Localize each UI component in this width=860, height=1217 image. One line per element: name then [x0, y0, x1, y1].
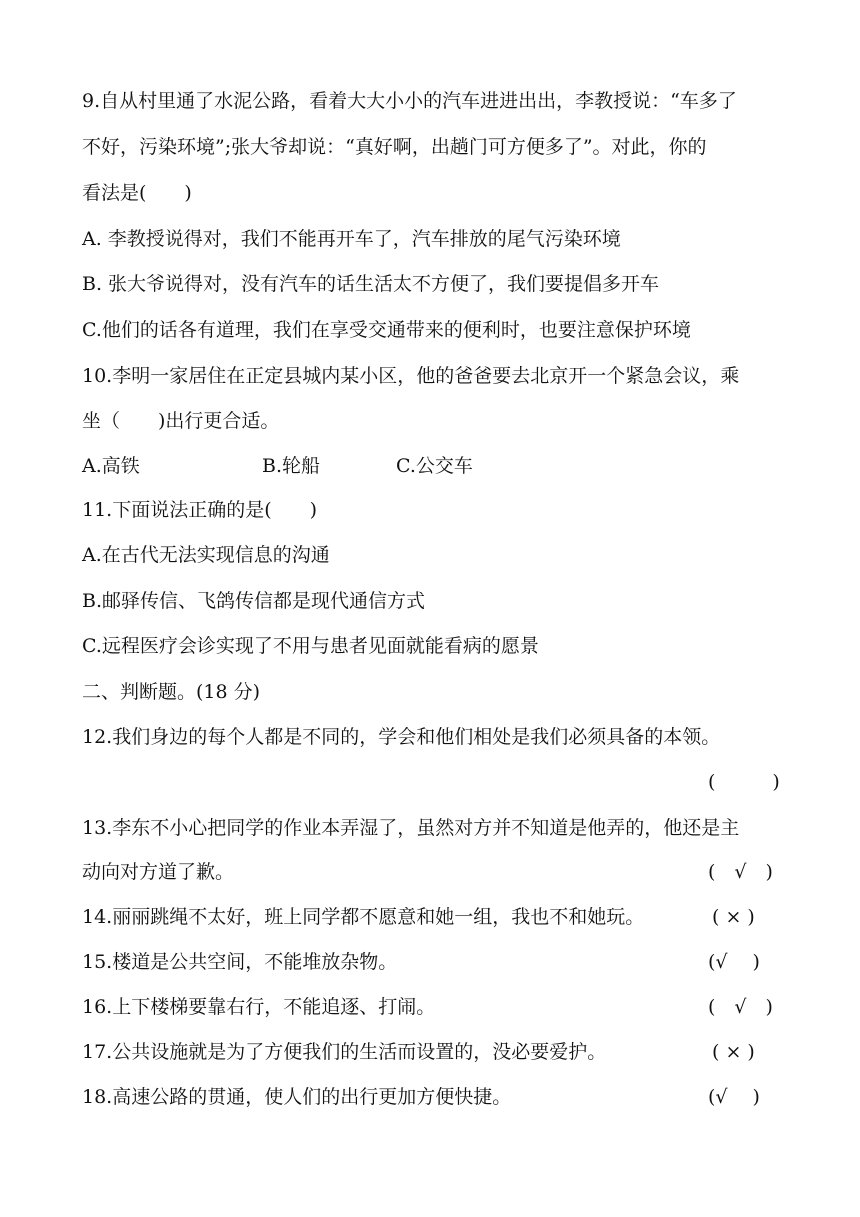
q10-stem-line2: 坐（ )出行更合适。	[82, 410, 280, 432]
q11-stem: 11.下面说法正确的是( )	[82, 499, 318, 521]
q18-answer-bracket: (√ )	[708, 1086, 760, 1108]
q13-text-line2: 动向对方道了歉。	[82, 861, 235, 883]
q9-option-b: B. 张大爷说得对，没有汽车的话生活太不方便了，我们要提倡多开车	[82, 273, 660, 295]
q13-answer-bracket: ( √ )	[708, 861, 773, 883]
q11-option-a: A.在古代无法实现信息的沟通	[82, 544, 330, 566]
q10-option-a: A.高铁	[82, 455, 140, 477]
q12-text: 12.我们身边的每个人都是不同的，学会和他们相处是我们必须具备的本领。	[82, 726, 721, 748]
q10-option-c: C.公交车	[396, 455, 473, 477]
q11-option-b: B.邮驿传信、飞鸽传信都是现代通信方式	[82, 590, 426, 612]
q9-stem-line2: 不好，污染环境”;张大爷却说：“真好啊，出趟门可方便多了”。对此，你的	[82, 136, 707, 158]
q15-answer-bracket: (√ )	[708, 951, 760, 973]
q15-text: 15.楼道是公共空间，不能堆放杂物。	[82, 951, 398, 973]
q9-stem-line3: 看法是( )	[82, 182, 192, 204]
q9-option-c: C.他们的话各有道理，我们在享受交通带来的便利时，也要注意保护环境	[82, 319, 691, 341]
q11-option-c: C.远程医疗会诊实现了不用与患者见面就能看病的愿景	[82, 635, 539, 657]
q17-answer-bracket: ( × )	[712, 1041, 755, 1063]
q13-text-line1: 13.李东不小心把同学的作业本弄湿了，虽然对方并不知道是他弄的，他还是主	[82, 817, 740, 839]
section-heading-judgment: 二、判断题。(18 分)	[82, 681, 261, 703]
q16-answer-bracket: ( √ )	[708, 996, 773, 1018]
q10-stem-line1: 10.李明一家居住在正定县城内某小区，他的爸爸要去北京开一个紧急会议，乘	[82, 365, 740, 387]
q10-option-b: B.轮船	[262, 455, 321, 477]
q9-option-a: A. 李教授说得对，我们不能再开车了，汽车排放的尾气污染环境	[82, 228, 621, 250]
q12-answer-bracket: ( )	[708, 771, 780, 793]
q9-stem-line1: 9.自从村里通了水泥公路，看着大大小小的汽车进进出出，李教授说：“车多了	[82, 90, 737, 112]
q18-text: 18.高速公路的贯通，使人们的出行更加方便快捷。	[82, 1086, 512, 1108]
q14-answer-bracket: ( × )	[712, 906, 755, 928]
q14-text: 14.丽丽跳绳不太好，班上同学都不愿意和她一组，我也不和她玩。	[82, 906, 645, 928]
q16-text: 16.上下楼梯要靠右行，不能追逐、打闹。	[82, 996, 436, 1018]
q17-text: 17.公共设施就是为了方便我们的生活而设置的，没必要爱护。	[82, 1041, 607, 1063]
